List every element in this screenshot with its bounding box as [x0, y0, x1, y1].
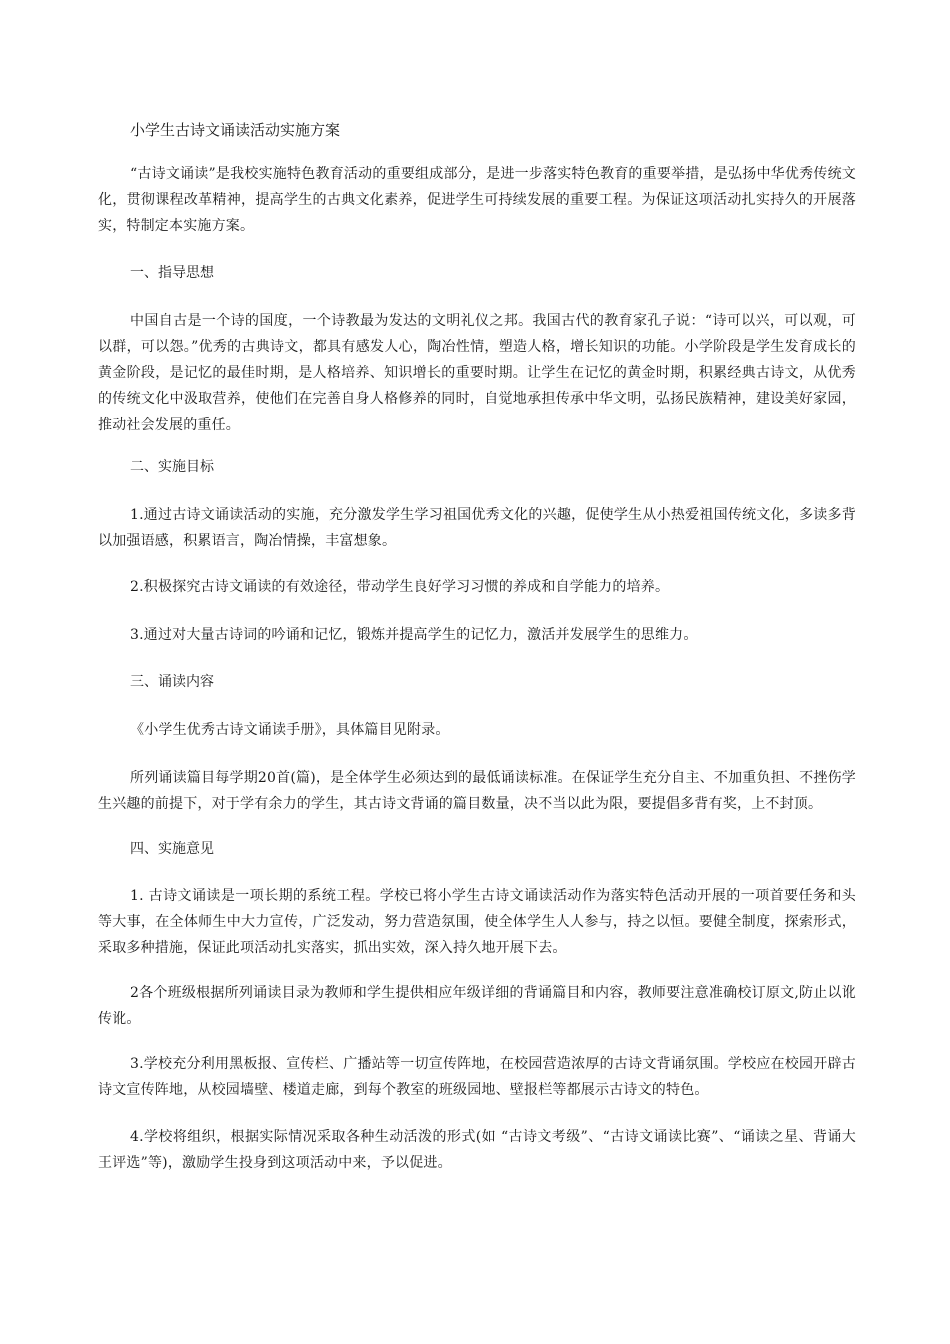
- section-paragraph: 2.积极探究古诗文诵读的有效途径，带动学生良好学习习惯的养成和自学能力的培养。: [130, 579, 670, 595]
- section-heading: 二、实施目标: [130, 459, 214, 475]
- section-heading: 一、指导思想: [130, 265, 214, 281]
- section-paragraph: 4.学校将组织，根据实际情况采取各种生动活泼的形式(如 “古诗文考级”、“古诗文诵读比赛”、“诵读之星、背诵大王评选”等)，激励学生投身到这项活动中来，予以促进。: [98, 1129, 856, 1171]
- section-paragraph: 3.通过对大量古诗词的吟诵和记忆，锻炼并提高学生的记忆力，激活并发展学生的思维力。: [130, 627, 698, 643]
- section-paragraph: 2各个班级根据所列诵读目录为教师和学生提供相应年级详细的背诵篇目和内容，教师要注意准确校订原文,防止以讹传讹。: [98, 985, 856, 1027]
- section-paragraph: 1.通过古诗文诵读活动的实施，充分激发学生学习祖国优秀文化的兴趣，促使学生从小热爱祖国传统文化，多读多背以加强语感，积累语言，陶冶情操，丰富想象。: [98, 507, 856, 549]
- section-paragraph: 所列诵读篇目每学期20首(篇)，是全体学生必须达到的最低诵读标准。在保证学生充分自主、不加重负担、不挫伤学生兴趣的前提下，对于学有余力的学生，其古诗文背诵的篇目数量，决不当以此为限，要提倡多背有奖，上不封顶。: [98, 770, 856, 812]
- section-paragraph: 1. 古诗文诵读是一项长期的系统工程。学校已将小学生古诗文诵读活动作为落实特色活动开展的一项首要任务和头等大事，在全体师生中大力宣传，广泛发动，努力营造氛围，使全体学生人人参与，持之以恒。要健全制度，探索形式，采取多种措施，保证此项活动扎实落实，抓出实效，深入持久地开展下去。: [98, 888, 856, 956]
- section-paragraph: 《小学生优秀古诗文诵读手册》，具体篇目见附录。: [130, 722, 450, 738]
- section-heading: 三、诵读内容: [130, 674, 214, 690]
- document-title: 小学生古诗文诵读活动实施方案: [130, 121, 341, 139]
- section-paragraph: 中国自古是一个诗的国度，一个诗教最为发达的文明礼仪之邦。我国古代的教育家孔子说：“诗可以兴，可以观，可以群，可以怨。”优秀的古典诗文，都具有感发人心，陶冶性情，塑造人格，增长知识的功能。小学阶段是学生发育成长的黄金阶段，是记忆的最佳时期，是人格培养、知识增长的重要时期。让学生在记忆的黄金时期，积累经典古诗文，从优秀的传统文化中汲取营养，使他们在完善自身人格修养的同时，自觉地承担传承中华文明，弘扬民族精神，建设美好家园，推动社会发展的重任。: [98, 313, 856, 433]
- intro-paragraph: “古诗文诵读”是我校实施特色教育活动的重要组成部分，是进一步落实特色教育的重要举措，是弘扬中华优秀传统文化，贯彻课程改革精神，提高学生的古典文化素养，促进学生可持续发展的重要工程。为保证这项活动扎实持久的开展落实，特制定本实施方案。: [98, 166, 856, 234]
- section-heading: 四、实施意见: [130, 841, 214, 857]
- section-paragraph: 3.学校充分利用黑板报、宣传栏、广播站等一切宣传阵地，在校园营造浓厚的古诗文背诵氛围。学校应在校园开辟古诗文宣传阵地，从校园墙壁、楼道走廊，到每个教室的班级园地、壁报栏等都展示古诗文的特色。: [98, 1056, 856, 1098]
